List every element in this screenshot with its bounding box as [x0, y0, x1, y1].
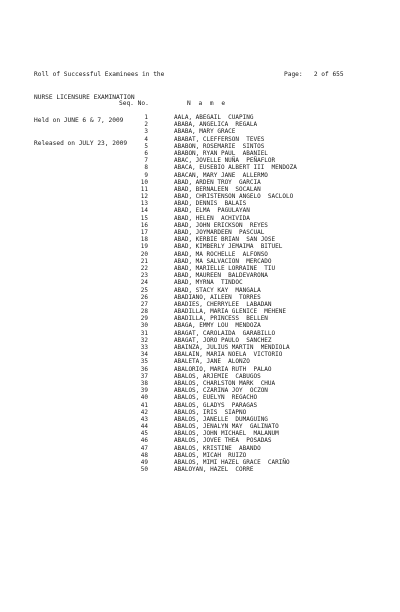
seq-number: 44: [140, 423, 148, 431]
examinee-name: ABAINZA, JULIUS MARTIN MENDIOLA: [174, 344, 290, 351]
seq-number: 33: [140, 344, 148, 351]
seq-number: 25: [140, 286, 148, 294]
table-row: [110, 402, 370, 409]
examinee-name: ABAD, MYRNA TINDOC: [174, 279, 243, 287]
seq-number: 21: [140, 257, 148, 265]
table-row: [110, 394, 370, 401]
examinee-name: ABAD, JOYMARDEEN PASCUAL: [174, 229, 265, 236]
seq-number: 1: [144, 114, 148, 121]
page-label: Page:: [284, 71, 303, 78]
examinee-name: ABADILLA, MARIA GLENICE MEHENE: [174, 308, 286, 316]
examinee-name: ABAD, HELEN ACHIVIDA: [174, 214, 250, 222]
seq-number: 36: [140, 365, 148, 373]
examinee-name: ABAGAT, CAROLAIDA GARABILLO: [174, 329, 276, 337]
examinee-name: ABALOS, CHARLSTON MARK CHUA: [174, 379, 276, 387]
table-row: [110, 315, 370, 322]
examinee-name: ABABA, ANGELICA REGALA: [174, 121, 258, 129]
seq-column-header: Seq. No.: [119, 100, 149, 107]
examinee-name: ABAD, DENNIS BALAIS: [174, 200, 247, 208]
examinee-name: ABALOS, JENALYN MAY GALINATO: [174, 423, 279, 431]
examinee-name: ABALOS, CZARINA JOY OCZON: [174, 387, 268, 395]
seq-number: 24: [140, 279, 148, 287]
seq-number: 35: [140, 358, 148, 366]
seq-number: 47: [140, 444, 148, 452]
table-row: [110, 380, 370, 387]
table-row: [110, 222, 370, 229]
table-row: [110, 207, 370, 214]
table-row: [110, 337, 370, 344]
examinee-name: ABALOS, JANELLE DUMAGUING: [174, 415, 268, 423]
examinee-name: ABADIES, CHERRYLEE LABADAN: [174, 300, 272, 308]
seq-number: 45: [140, 430, 148, 438]
table-row: [110, 229, 370, 236]
table-row: [110, 186, 370, 193]
table-row: [110, 136, 370, 143]
seq-number: 11: [140, 185, 148, 193]
table-row: [110, 330, 370, 337]
seq-number: 12: [140, 193, 148, 201]
examinee-name: ABAD, CHRISTENSON ANGELO SACLOLO: [174, 193, 294, 201]
table-row: [110, 272, 370, 279]
examinee-name: ABAD, MA SALVACION MERCADO: [174, 257, 272, 265]
examinee-name: ABALAIN, MARIA NOELA VICTORIO: [174, 351, 283, 359]
table-row: [110, 430, 370, 437]
examinee-name: ABAD, ELMA PAGULAYAN: [174, 207, 250, 215]
seq-number: 6: [144, 149, 148, 157]
examinee-name: ABAC, JOVELLE NUÑA PEÑAFLOR: [174, 157, 276, 165]
seq-number: 27: [140, 300, 148, 308]
table-row: [110, 344, 370, 351]
seq-number: 30: [140, 322, 148, 330]
examinee-name: ABAD, JOHN ERICKSON REYES: [174, 221, 268, 229]
table-row: [110, 200, 370, 207]
table-row: [110, 258, 370, 265]
seq-number: 4: [144, 135, 148, 143]
table-row: [110, 279, 370, 286]
seq-number: 14: [140, 207, 148, 215]
seq-number: 50: [140, 466, 148, 474]
examinee-name: ABABAT, CLEFFERSON TEVES: [174, 135, 265, 143]
seq-number: 7: [144, 157, 148, 165]
table-row: [110, 287, 370, 294]
header-title-line-2: NURSE LICENSURE EXAMINATION: [34, 93, 135, 101]
examinee-name: ABAGA, EMMY LOU MENDOZA: [174, 322, 261, 330]
table-row: [110, 294, 370, 301]
seq-number: 41: [140, 401, 148, 409]
seq-number: 38: [140, 379, 148, 387]
examinee-name: ABALOS, JOVEE THEA POSADAS: [174, 437, 272, 445]
examinee-name: ABALOS, GLADYS PARAGAS: [174, 401, 258, 409]
seq-number: 22: [140, 264, 148, 272]
examinee-name: AALA, ABEGAIL CUAPING: [174, 114, 254, 121]
seq-number: 16: [140, 221, 148, 229]
table-row: [110, 423, 370, 430]
examinee-name: ABAD, BERNALEEN SOCALAN: [174, 185, 261, 193]
table-row: [110, 143, 370, 150]
seq-number: 29: [140, 315, 148, 323]
table-row: [110, 387, 370, 394]
examinee-name: ABABON, RYAN PAUL ABANIEL: [174, 149, 268, 157]
table-row: [110, 358, 370, 365]
table-row: [110, 351, 370, 358]
seq-number: 43: [140, 415, 148, 423]
seq-number: 2: [144, 121, 148, 129]
examinee-name: ABALOS, IRIS SIAPNO: [174, 408, 247, 416]
page-number: [284, 71, 344, 79]
table-row: [110, 164, 370, 171]
table-row: [110, 301, 370, 308]
seq-number: 23: [140, 272, 148, 280]
table-row: [110, 128, 370, 135]
seq-number: 40: [140, 394, 148, 402]
table-row: [110, 265, 370, 272]
seq-number: 13: [140, 200, 148, 208]
table-row: [110, 366, 370, 373]
seq-number: 49: [140, 459, 148, 466]
table-row: [110, 373, 370, 380]
seq-number: 3: [144, 128, 148, 136]
examinee-name: ABALETA, JANE ALONZO: [174, 358, 250, 366]
seq-number: 8: [144, 164, 148, 172]
examinee-name: ABADIANO, AILEEN TORRES: [174, 293, 261, 301]
seq-number: 18: [140, 236, 148, 244]
seq-number: 42: [140, 408, 148, 416]
page-value: 2 of 655: [313, 71, 344, 78]
examinee-name: ABALORIO, MARIA RUTH PALAO: [174, 365, 272, 373]
examinee-name: ABAD, MARIELLE LORRAINE TIU: [174, 264, 276, 272]
examinee-name: ABAD, STACY KAY MANGALA: [174, 286, 261, 294]
header-release-date: Released on JULY 23, 2009: [34, 139, 128, 147]
seq-number: 17: [140, 229, 148, 236]
table-row: [110, 215, 370, 222]
seq-number: 28: [140, 308, 148, 316]
seq-number: 15: [140, 214, 148, 222]
seq-number: 34: [140, 351, 148, 359]
seq-number: 39: [140, 387, 148, 395]
table-row: [110, 308, 370, 315]
table-row: [110, 452, 370, 459]
table-row: [110, 179, 370, 186]
seq-number: 31: [140, 329, 148, 337]
seq-number: 46: [140, 437, 148, 445]
examinee-name: ABALOS, KRISTINE ABANDO: [174, 444, 261, 452]
table-row: [110, 459, 370, 466]
table-row: [110, 193, 370, 200]
seq-number: 5: [144, 142, 148, 150]
header-held-date: Held on JUNE 6 & 7, 2009: [34, 116, 124, 124]
table-row: [110, 172, 370, 179]
seq-number: 19: [140, 243, 148, 251]
examinee-name: ABACA, EUSEBIO ALBERT III MENDOZA: [174, 164, 297, 172]
table-row: [110, 409, 370, 416]
table-row: [110, 466, 370, 473]
table-row: [110, 150, 370, 157]
name-column-header: N a m e: [187, 100, 228, 107]
examinee-list: [110, 114, 370, 473]
examinee-name: ABACAN, MARY JANE ALLERMO: [174, 171, 268, 179]
table-row: [110, 121, 370, 128]
examinee-name: ABAD, MA ROCHELLE ALFONSO: [174, 250, 268, 258]
seq-number: 20: [140, 250, 148, 258]
seq-number: 9: [144, 171, 148, 179]
table-row: [110, 243, 370, 250]
examinee-name: ABABA, MARY GRACE: [174, 128, 236, 136]
examinee-name: ABAD, MAUREEN BALDEVARONA: [174, 272, 268, 280]
seq-number: 26: [140, 293, 148, 301]
table-row: [110, 445, 370, 452]
header-title-line-1: Roll of Successful Examinees in the: [34, 71, 165, 79]
table-row: [110, 236, 370, 243]
examinee-name: ABALOS, EUELYN REGACHO: [174, 394, 258, 402]
examinee-name: ABAD, KIMBERLY JEMAIMA BITUEL: [174, 243, 283, 251]
examinee-name: ABALOYAN, HAZEL CORRE: [174, 466, 254, 474]
table-row: [110, 251, 370, 258]
table-row: [110, 157, 370, 164]
seq-number: 10: [140, 178, 148, 186]
examinee-name: ABAD, ARDEN TROY GARCIA: [174, 178, 261, 186]
table-row: [110, 416, 370, 423]
seq-number: 48: [140, 451, 148, 459]
examinee-name: ABALOS, MIMI HAZEL GRACE CARIÑO: [174, 459, 290, 466]
examinee-name: ABALOS, JOHN MICHAEL MALANUM: [174, 430, 279, 438]
examinee-name: ABAD, KERBIE BRIAN SAN JOSE: [174, 236, 276, 244]
table-row: [110, 437, 370, 444]
table-row: [110, 114, 370, 121]
table-row: [110, 322, 370, 329]
examinee-name: ABAGAT, JORO PAULO SANCHEZ: [174, 336, 272, 344]
examinee-name: ABADILLA, PRINCESS BELLEN: [174, 315, 268, 323]
examinee-name: ABALOS, ARJEMIE CABUGOS: [174, 372, 261, 380]
examinee-name: ABABON, ROSEMARIE SINTOS: [174, 142, 265, 150]
examinee-name: ABALOS, MICAH RUIZO: [174, 451, 247, 459]
seq-number: 32: [140, 336, 148, 344]
seq-number: 37: [140, 372, 148, 380]
